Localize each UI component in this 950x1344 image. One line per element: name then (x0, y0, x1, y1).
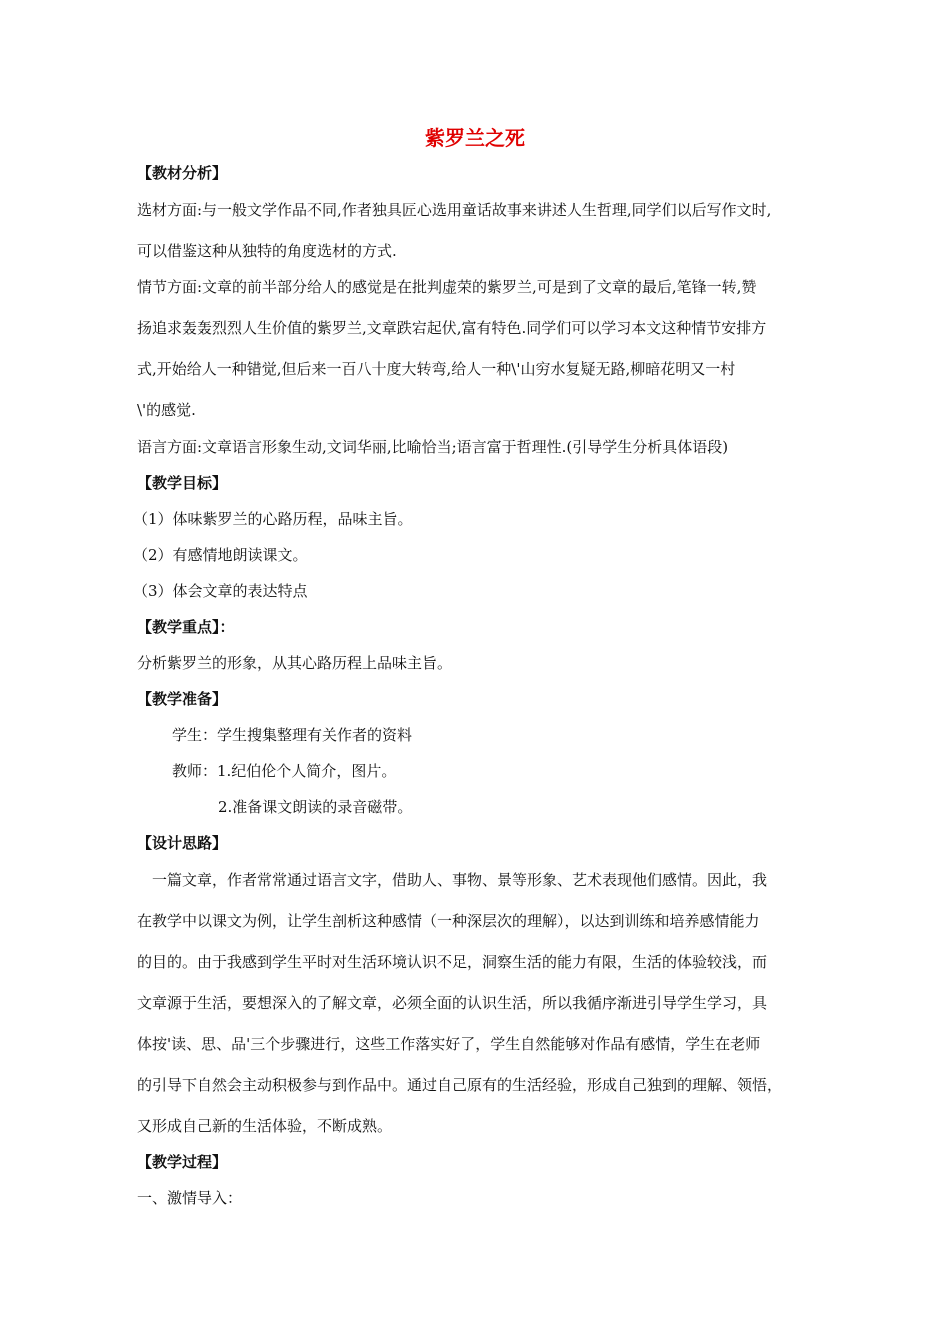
heading-focus: 【教学重点】： (137, 618, 235, 636)
analysis-line-6: \'的感觉. (137, 401, 196, 419)
prep-student: 学生：学生搜集整理有关作者的资料 (172, 726, 413, 744)
goal-item-3: （3）体会文章的表达特点 (133, 582, 308, 600)
heading-analysis: 【教材分析】 (137, 164, 228, 182)
analysis-line-2: 可以借鉴这种从独特的角度选材的方式. (137, 242, 397, 260)
goal-item-1: （1）体味紫罗兰的心路历程，品味主旨。 (133, 510, 413, 528)
analysis-line-1: 选材方面:与一般文学作品不同,作者独具匠心选用童话故事来讲述人生哲理,同学们以后写作文时, (137, 201, 772, 219)
analysis-line-7: 语言方面:文章语言形象生动,文词华丽,比喻恰当;语言富于哲理性.(引导学生分析具体语段) (137, 438, 729, 456)
design-line-4: 文章源于生活，要想深入的了解文章，必须全面的认识生活，所以我循序渐进引导学生学习，具 (137, 994, 768, 1012)
heading-design: 【设计思路】 (137, 834, 228, 852)
design-line-3: 的目的。由于我感到学生平时对生活环境认识不足，洞察生活的能力有限，生活的体验较浅，而 (137, 953, 768, 971)
design-line-1: 一篇文章，作者常常通过语言文字，借助人、事物、景等形象、艺术表现他们感情。因此，我 (152, 871, 768, 889)
process-step-1: 一、激情导入： (137, 1189, 243, 1207)
design-line-6: 的引导下自然会主动积极参与到作品中。通过自己原有的生活经验，形成自己独到的理解、领悟， (137, 1076, 783, 1094)
goal-item-2: （2）有感情地朗读课文。 (133, 546, 308, 564)
document-title: 紫罗兰之死 (425, 126, 525, 150)
prep-teacher-2: 2.准备课文朗读的录音磁带。 (218, 798, 413, 816)
analysis-line-4: 扬追求轰轰烈烈人生价值的紫罗兰,文章跌宕起伏,富有特色.同学们可以学习本文这种情节安排方 (137, 319, 767, 337)
heading-prep: 【教学准备】 (137, 690, 228, 708)
prep-teacher-1: 教师：1.纪伯伦个人简介，图片。 (172, 762, 397, 780)
design-line-2: 在教学中以课文为例，让学生剖析这种感情（一种深层次的理解），以达到训练和培养感情能力 (137, 912, 760, 930)
analysis-line-5: 式,开始给人一种错觉,但后来一百八十度大转弯,给人一种\'山穷水复疑无路,柳暗花明又一村 (137, 360, 736, 378)
heading-goals: 【教学目标】 (137, 474, 228, 492)
design-line-7: 又形成自己新的生活体验，不断成熟。 (137, 1117, 393, 1135)
analysis-line-3: 情节方面:文章的前半部分给人的感觉是在批判虚荣的紫罗兰,可是到了文章的最后,笔锋一转,赞 (137, 278, 757, 296)
heading-process: 【教学过程】 (137, 1153, 228, 1171)
focus-text: 分析紫罗兰的形象，从其心路历程上品味主旨。 (137, 654, 453, 672)
design-line-5: 体按'读、思、品'三个步骤进行，这些工作落实好了，学生自然能够对作品有感情，学生在老师 (137, 1035, 761, 1053)
